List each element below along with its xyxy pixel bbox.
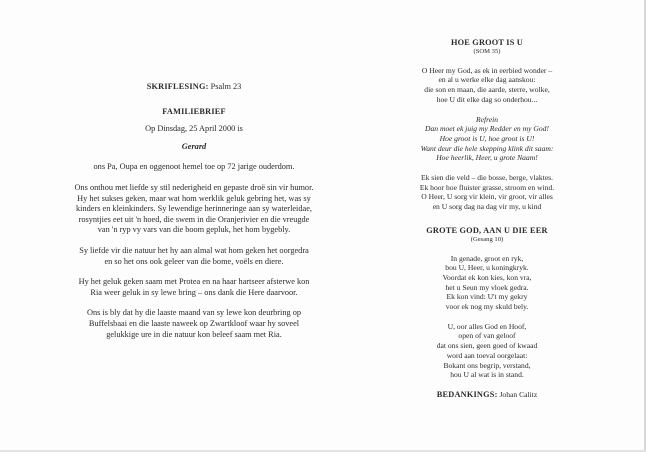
paragraph-line: Ons onthou met liefde sy stil nederigheid en gepaste droë sin vir humor. <box>74 182 314 192</box>
verse-line: en U sorg dag na dag vir my, u kind <box>432 202 542 212</box>
hymn-1-source: (SOM 35) <box>473 47 501 55</box>
verse-line: hoe U dit elke dag so onderhou... <box>436 94 538 104</box>
letter-paragraph-3 <box>8 246 380 267</box>
refrain-line: Dan moet ek juig my Redder en my God! <box>425 124 549 134</box>
paragraph-line: Hy het sukses geken, maar wat hom werklik geluk gebring het, was sy <box>77 193 311 203</box>
hymn-2-verse-1 <box>396 254 578 312</box>
verse-line: O Heer, U sorg vir klein, vir groot, vir alles <box>421 192 553 202</box>
verse-line: Ek kon vind: U't my gekry <box>446 292 528 302</box>
verse-line: dat ons sien, geen goed of kwaad <box>436 341 538 351</box>
verse-line: U, oor alles God en Hoof, <box>447 321 527 331</box>
verse-line: hou U al wat is in stand. <box>450 370 524 380</box>
scripture-reading-line <box>8 82 380 93</box>
letter-paragraph-4 <box>8 277 380 298</box>
verse-line: het u Seun my vloek gedra. <box>445 282 529 292</box>
paragraph-line: gelukkige ure in die natuur kon beleef saam met Ria. <box>106 329 282 339</box>
paragraph-line: van 'n ryp vy vars van die boom gepluk, het hom bygebly. <box>97 225 291 235</box>
verse-line: Bokant ons begrip, verstand, <box>443 360 531 370</box>
verse-line: bou U, Heer, u koningkryk. <box>445 263 529 273</box>
right-column <box>396 38 578 400</box>
family-letter-title: FAMILIEBRIEF <box>162 106 226 116</box>
paragraph-line: Buffelsbaai en die laaste naweek op Zwartkloof waar hy soveel <box>88 318 300 328</box>
letter-paragraph-5 <box>8 308 380 340</box>
paragraph-line: Hy het geluk geken saam met Protea en na haar hartseer afsterwe kon <box>78 277 310 287</box>
hymn-2-title: GROTE GOD, AAN U DIE EER <box>426 225 548 235</box>
hymn-1-refrain <box>396 124 578 163</box>
acknowledgements-line <box>396 390 578 400</box>
hymn-1-verse-2 <box>396 173 578 212</box>
paragraph-line: Ons is bly dat hy die laaste maand van sy lewe kon deurbring op <box>86 308 302 318</box>
verse-line: en al u werke elke dag aanskou: <box>438 75 536 85</box>
refrain-label: Refrein <box>475 114 499 124</box>
hymn-2-verse-2 <box>396 322 578 380</box>
paragraph-line: Sy liefde vir die natuur het hy aan almal wat hom geken het oorgedra <box>79 245 309 255</box>
letter-paragraph-1: ons Pa, Oupa en oggenoot hemel toe op 72 jarige ouderdom. <box>93 162 295 172</box>
letter-paragraph-2 <box>8 183 380 236</box>
refrain-line: Hoe heerlik, Heer, u grote Naam! <box>436 153 538 163</box>
acknowledgements-name: Johan Calitz <box>499 389 538 399</box>
verse-line: In genade, groot en ryk, <box>450 253 524 263</box>
paragraph-line: rosyntjies eet uit 'n hoed, die swem in die Oranjerivier en die vreugde <box>78 214 310 224</box>
acknowledgements-label: BEDANKINGS: <box>436 389 498 399</box>
verse-line: O Heer my God, as ek in eerbied wonder – <box>421 65 553 75</box>
hymn-1-verse-1 <box>396 66 578 105</box>
verse-line: Ek sien die veld – die bosse, berge, vlaktes. <box>420 173 554 183</box>
left-column <box>8 82 380 340</box>
verse-line: Voordat ek kon kies, kon vra, <box>442 272 532 282</box>
scripture-reading-reference: Psalm 23 <box>210 82 242 91</box>
paragraph-line: Ria weer geluk in sy lewe bring – ons dank die Here daarvoor. <box>90 287 298 297</box>
hymn-1-title: HOE GROOT IS U <box>450 38 524 47</box>
refrain-line: Want deur die hele skepping klink dit saam: <box>420 143 554 153</box>
date-line: Op Dinsdag, 25 April 2000 is <box>145 124 243 134</box>
refrain-line: Hoe groot is U, hoe groot is U! <box>439 133 535 143</box>
verse-line: word aan toeval oorgelaat: <box>446 350 528 360</box>
deceased-name: Gerard <box>181 141 207 151</box>
verse-line: die son en maan, die aarde, sterre, wolke, <box>424 85 550 95</box>
verse-line: open of van geloof <box>458 331 516 341</box>
paragraph-line: kinders en kleinkinders. Sy lewendige herinneringe aan sy waterleidae, <box>76 204 312 214</box>
hymn-2-source: (Gesang 10) <box>470 235 504 243</box>
paragraph-line: en so het ons ook geleer van die bome, voëls en diere. <box>104 256 284 266</box>
scripture-reading-label: SKRIFLESING: <box>146 82 209 91</box>
verse-line: voor ek nog my skuld bely. <box>445 302 529 312</box>
verse-line: Ek hoor hoe fluister grasse, stroom en wind. <box>419 182 555 192</box>
